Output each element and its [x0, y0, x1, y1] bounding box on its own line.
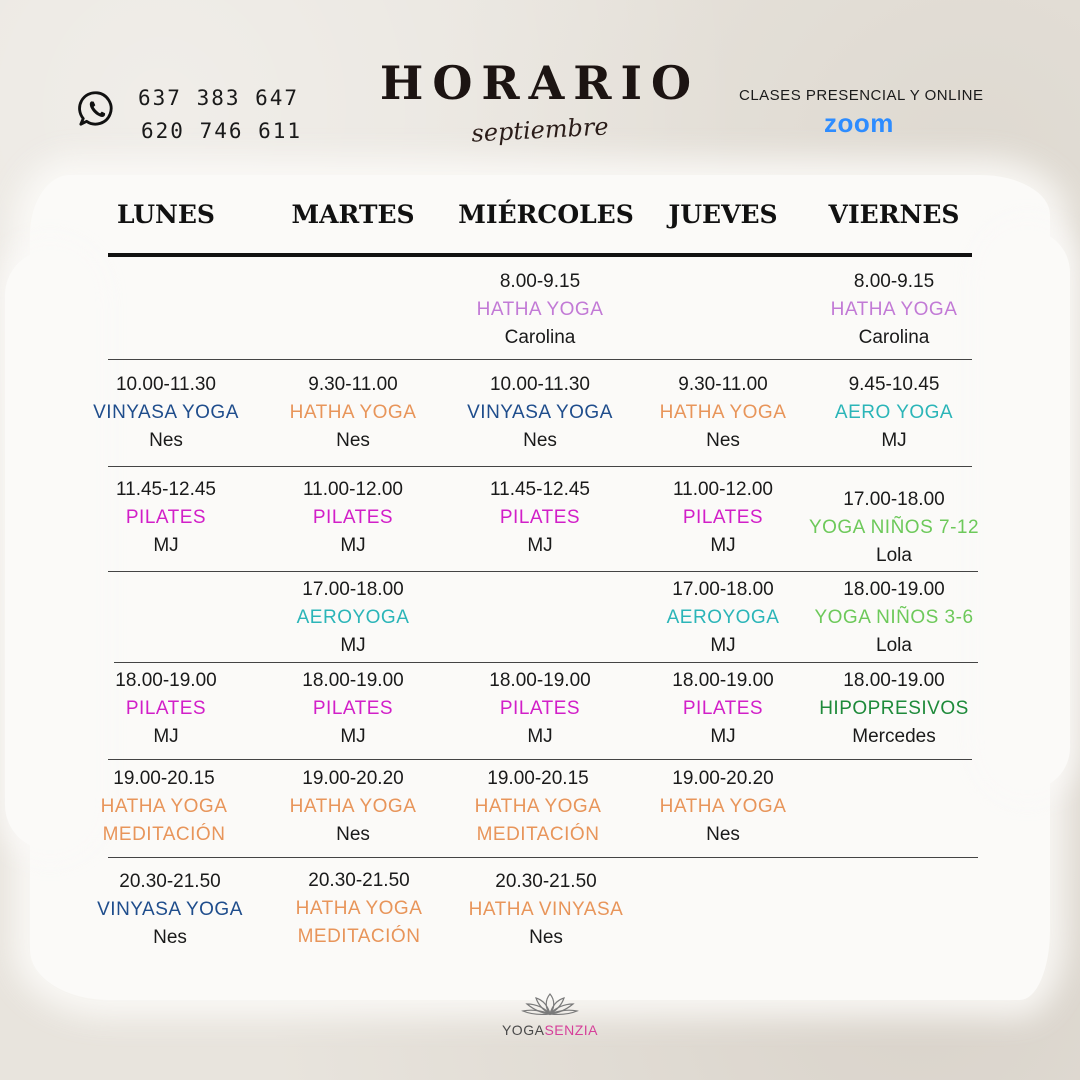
- row-divider: [108, 466, 972, 467]
- clases-label: CLASES PRESENCIAL Y ONLINE: [739, 87, 984, 104]
- logo-word-yoga: YOGA: [501, 1022, 545, 1038]
- class-name: PILATES: [312, 507, 394, 528]
- class-name: AEROYOGA: [296, 607, 410, 628]
- phone-number-2[interactable]: 620 746 611: [141, 119, 303, 143]
- class-time: 18.00-19.00: [302, 670, 404, 691]
- class-name: HATHA YOGA: [659, 796, 787, 817]
- class-slot: [436, 868, 656, 952]
- class-instructor: MJ: [153, 535, 179, 556]
- class-time: 17.00-18.00: [672, 579, 774, 600]
- class-name: HIPOPRESIVOS: [819, 698, 969, 719]
- class-name: PILATES: [125, 698, 207, 719]
- class-time: 10.00-11.30: [489, 374, 590, 395]
- class-time: 19.00-20.20: [302, 768, 404, 789]
- class-time: 11.00-12.00: [672, 479, 773, 500]
- class-name: PILATES: [682, 698, 764, 719]
- class-time: 8.00-9.15: [499, 271, 581, 292]
- class-name: PILATES: [499, 698, 581, 719]
- class-subtitle: MEDITACIÓN: [476, 824, 600, 845]
- yogasenzia-logo: [490, 992, 610, 1038]
- class-instructor: Lola: [876, 635, 912, 656]
- class-time: 11.45-12.45: [115, 479, 216, 500]
- class-name: VINYASA YOGA: [93, 402, 239, 423]
- class-time: 20.30-21.50: [495, 871, 597, 892]
- row-divider: [108, 857, 978, 858]
- class-name: HATHA YOGA: [659, 402, 787, 423]
- class-instructor: MJ: [710, 535, 736, 556]
- class-time: 19.00-20.15: [487, 768, 589, 789]
- class-name: HATHA YOGA: [474, 796, 602, 817]
- row-divider: [108, 571, 978, 572]
- class-instructor: Lola: [876, 545, 912, 566]
- header-divider: [108, 253, 972, 257]
- class-name: HATHA YOGA: [295, 898, 423, 919]
- class-instructor: MJ: [153, 726, 179, 747]
- class-time: 11.45-12.45: [489, 479, 590, 500]
- class-name: PILATES: [682, 507, 764, 528]
- class-instructor: MJ: [527, 726, 553, 747]
- class-instructor: MJ: [340, 635, 366, 656]
- row-divider: [108, 359, 972, 360]
- day-header-jueves: JUEVES: [668, 200, 778, 229]
- class-name: HATHA YOGA: [100, 796, 228, 817]
- class-name: PILATES: [499, 507, 581, 528]
- class-instructor: Carolina: [858, 327, 930, 348]
- class-slot: [784, 486, 1004, 570]
- class-instructor: Nes: [153, 927, 187, 948]
- day-header-miercoles: MIÉRCOLES: [458, 200, 634, 229]
- class-instructor: Nes: [336, 430, 370, 451]
- zoom-logo: zoom: [824, 108, 894, 138]
- class-subtitle: MEDITACIÓN: [297, 926, 421, 947]
- class-slot: [54, 765, 274, 849]
- day-header-viernes: VIERNES: [828, 200, 960, 229]
- class-slot: [784, 667, 1004, 751]
- class-slot: [784, 576, 1004, 660]
- class-time: 9.30-11.00: [308, 374, 398, 395]
- class-instructor: Nes: [149, 430, 183, 451]
- row-divider: [108, 759, 972, 760]
- class-time: 18.00-19.00: [843, 579, 945, 600]
- lotus-icon: [505, 992, 595, 1018]
- class-time: 17.00-18.00: [302, 579, 404, 600]
- row-divider: [114, 662, 978, 663]
- class-time: 8.00-9.15: [853, 271, 935, 292]
- class-name: AEROYOGA: [666, 607, 780, 628]
- class-slot: [60, 868, 280, 952]
- class-time: 18.00-19.00: [672, 670, 774, 691]
- class-slot: [243, 576, 463, 660]
- class-name: PILATES: [312, 698, 394, 719]
- class-time: 18.00-19.00: [115, 670, 217, 691]
- class-subtitle: MEDITACIÓN: [102, 824, 226, 845]
- class-instructor: MJ: [340, 535, 366, 556]
- class-time: 20.30-21.50: [119, 871, 221, 892]
- class-instructor: Nes: [706, 824, 740, 845]
- class-time: 18.00-19.00: [843, 670, 945, 691]
- class-instructor: Nes: [706, 430, 740, 451]
- class-name: HATHA YOGA: [830, 299, 958, 320]
- day-header-martes: MARTES: [291, 200, 415, 229]
- class-instructor: Nes: [336, 824, 370, 845]
- class-name: VINYASA YOGA: [97, 899, 243, 920]
- class-instructor: Carolina: [504, 327, 576, 348]
- class-instructor: MJ: [710, 635, 736, 656]
- class-name: VINYASA YOGA: [467, 402, 613, 423]
- class-time: 18.00-19.00: [489, 670, 591, 691]
- page-title: HORARIO: [379, 56, 701, 110]
- page-subtitle: septiembre: [470, 112, 610, 148]
- class-name: HATHA YOGA: [289, 402, 417, 423]
- class-name: HATHA YOGA: [289, 796, 417, 817]
- class-name: HATHA VINYASA: [468, 899, 624, 920]
- class-slot: [784, 371, 1004, 455]
- class-slot: [430, 268, 650, 352]
- class-time: 19.00-20.20: [672, 768, 774, 789]
- class-name: HATHA YOGA: [476, 299, 604, 320]
- class-instructor: MJ: [340, 726, 366, 747]
- day-header-lunes: LUNES: [117, 200, 215, 229]
- class-name: AERO YOGA: [834, 402, 954, 423]
- class-instructor: MJ: [710, 726, 736, 747]
- class-instructor: MJ: [527, 535, 553, 556]
- class-instructor: Mercedes: [852, 726, 936, 747]
- class-time: 9.30-11.00: [678, 374, 768, 395]
- logo-wordmark: [490, 1022, 610, 1038]
- class-name: PILATES: [125, 507, 207, 528]
- class-slot: [784, 268, 1004, 352]
- phone-number-1[interactable]: 637 383 647: [138, 86, 300, 110]
- class-time: 11.00-12.00: [302, 479, 403, 500]
- class-time: 9.45-10.45: [848, 374, 940, 395]
- class-time: 10.00-11.30: [115, 374, 216, 395]
- class-instructor: Nes: [523, 430, 557, 451]
- class-name: YOGA NIÑOS 7-12: [808, 517, 980, 538]
- class-name: YOGA NIÑOS 3-6: [814, 607, 974, 628]
- class-slot: [613, 765, 833, 849]
- class-instructor: Nes: [529, 927, 563, 948]
- class-instructor: MJ: [881, 430, 907, 451]
- class-time: 17.00-18.00: [843, 489, 945, 510]
- class-time: 19.00-20.15: [113, 768, 215, 789]
- logo-word-senzia: SENZIA: [544, 1022, 599, 1038]
- class-time: 20.30-21.50: [308, 870, 410, 891]
